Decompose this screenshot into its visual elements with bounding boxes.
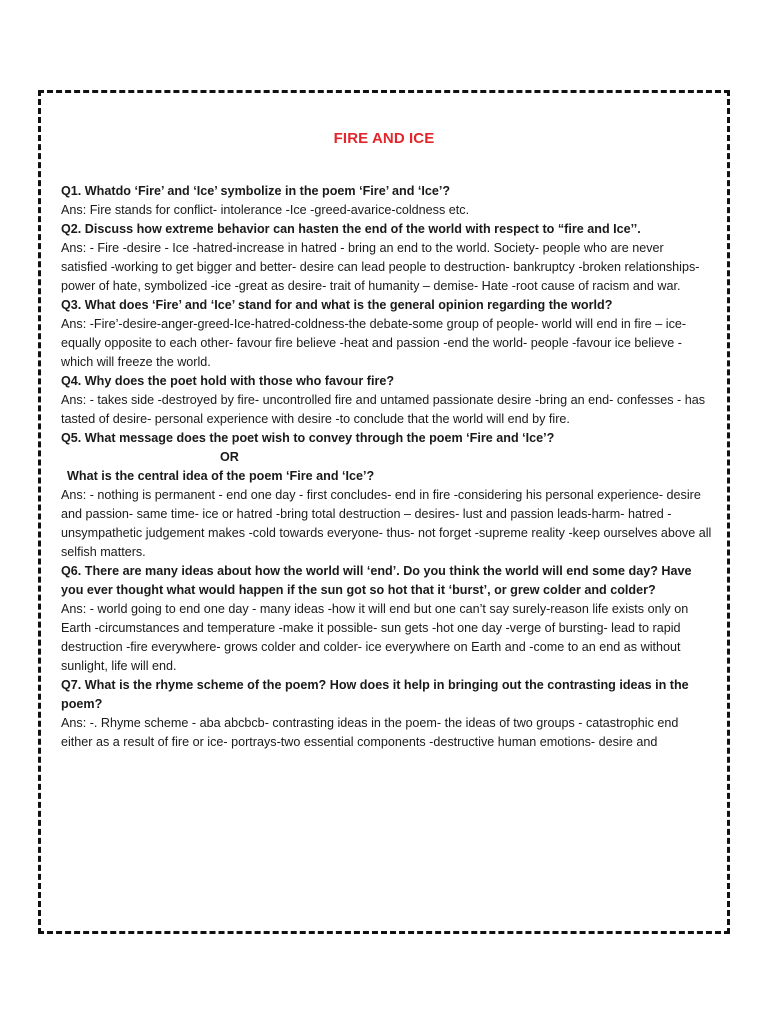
page-title: FIRE AND ICE <box>333 130 435 147</box>
question-5-or: OR <box>220 450 239 464</box>
answer-2: Ans: - Fire -desire - Ice -hatred-increase in hatred - bring an end to the world. Society- people who are never satisfied -working to get bigger and better- desire can lead people to destruction- bankruptcy -broken relationships- power of hate, symbolized -ice -great as desire- trait of humanity – demise- Hate -root cause of racism and war. <box>61 241 700 293</box>
question-1: Q1. Whatdo ‘Fire’ and ‘Ice’ symbolize in the poem ‘Fire’ and ‘Ice’? <box>61 184 451 198</box>
question-7: Q7. What is the rhyme scheme of the poem? How does it help in bringing out the contrasting ideas in the poem? <box>61 678 689 711</box>
answer-4: Ans: - takes side -destroyed by fire- uncontrolled fire and untamed passionate desire -bring an end- confesses - has tasted of desire- personal experience with desire -to conclude that the world will end by fire. <box>61 393 706 426</box>
answer-6: Ans: - world going to end one day - many ideas -how it will end but one can’t say surely-reason life exists only on Earth -circumstances and temperature -make it possible- sun gets -hot one day -verge of bursting- lead to rapid destruction -fire everywhere- grows colder and colder- ice everywhere on Earth and -come to an end as without sunlight, life will end. <box>61 602 689 673</box>
question-6: Q6. There are many ideas about how the world will ‘end’. Do you think the world will end some day? Have you ever thought what would happen if the sun got so hot that it ‘burst’, or grew colder and colder? <box>61 564 692 597</box>
question-4: Q4. Why does the poet hold with those who favour fire? <box>61 374 395 388</box>
question-5: Q5. What message does the poet wish to convey through the poem ‘Fire and ‘Ice’? <box>61 431 555 445</box>
question-5-alternate: What is the central idea of the poem ‘Fire and ‘Ice’? <box>67 469 375 483</box>
question-3: Q3. What does ‘Fire’ and ‘Ice’ stand for and what is the general opinion regarding the world? <box>61 298 613 312</box>
answer-1: Ans: Fire stands for conflict- intolerance -Ice -greed-avarice-coldness etc. <box>61 203 470 217</box>
question-2: Q2. Discuss how extreme behavior can hasten the end of the world with respect to “fire and Ice’’. <box>61 222 641 236</box>
answer-3: Ans: -Fire’-desire-anger-greed-Ice-hatred-coldness-the debate-some group of people- world will end in fire – ice- equally opposite to each other- favour fire believe -heat and passion -end the world- people -favour ice believe - which will freeze the world. <box>61 317 687 369</box>
answer-7: Ans: -. Rhyme scheme - aba abcbcb- contrasting ideas in the poem- the ideas of two groups - catastrophic end either as a result of fire or ice- portrays-two essential components -destructive human emotions- desire and <box>61 716 679 749</box>
qa-content <box>61 182 713 752</box>
answer-5: Ans: - nothing is permanent - end one day - first concludes- end in fire -considering his personal experience- desire and passion- same time- ice or hatred -bring total destruction – desires- lust and passion leads-harm- hatred -unsympathetic judgement makes -cold towards everyone- thus- not forget -supreme reality -keep ourselves above all selfish matters. <box>61 488 712 559</box>
